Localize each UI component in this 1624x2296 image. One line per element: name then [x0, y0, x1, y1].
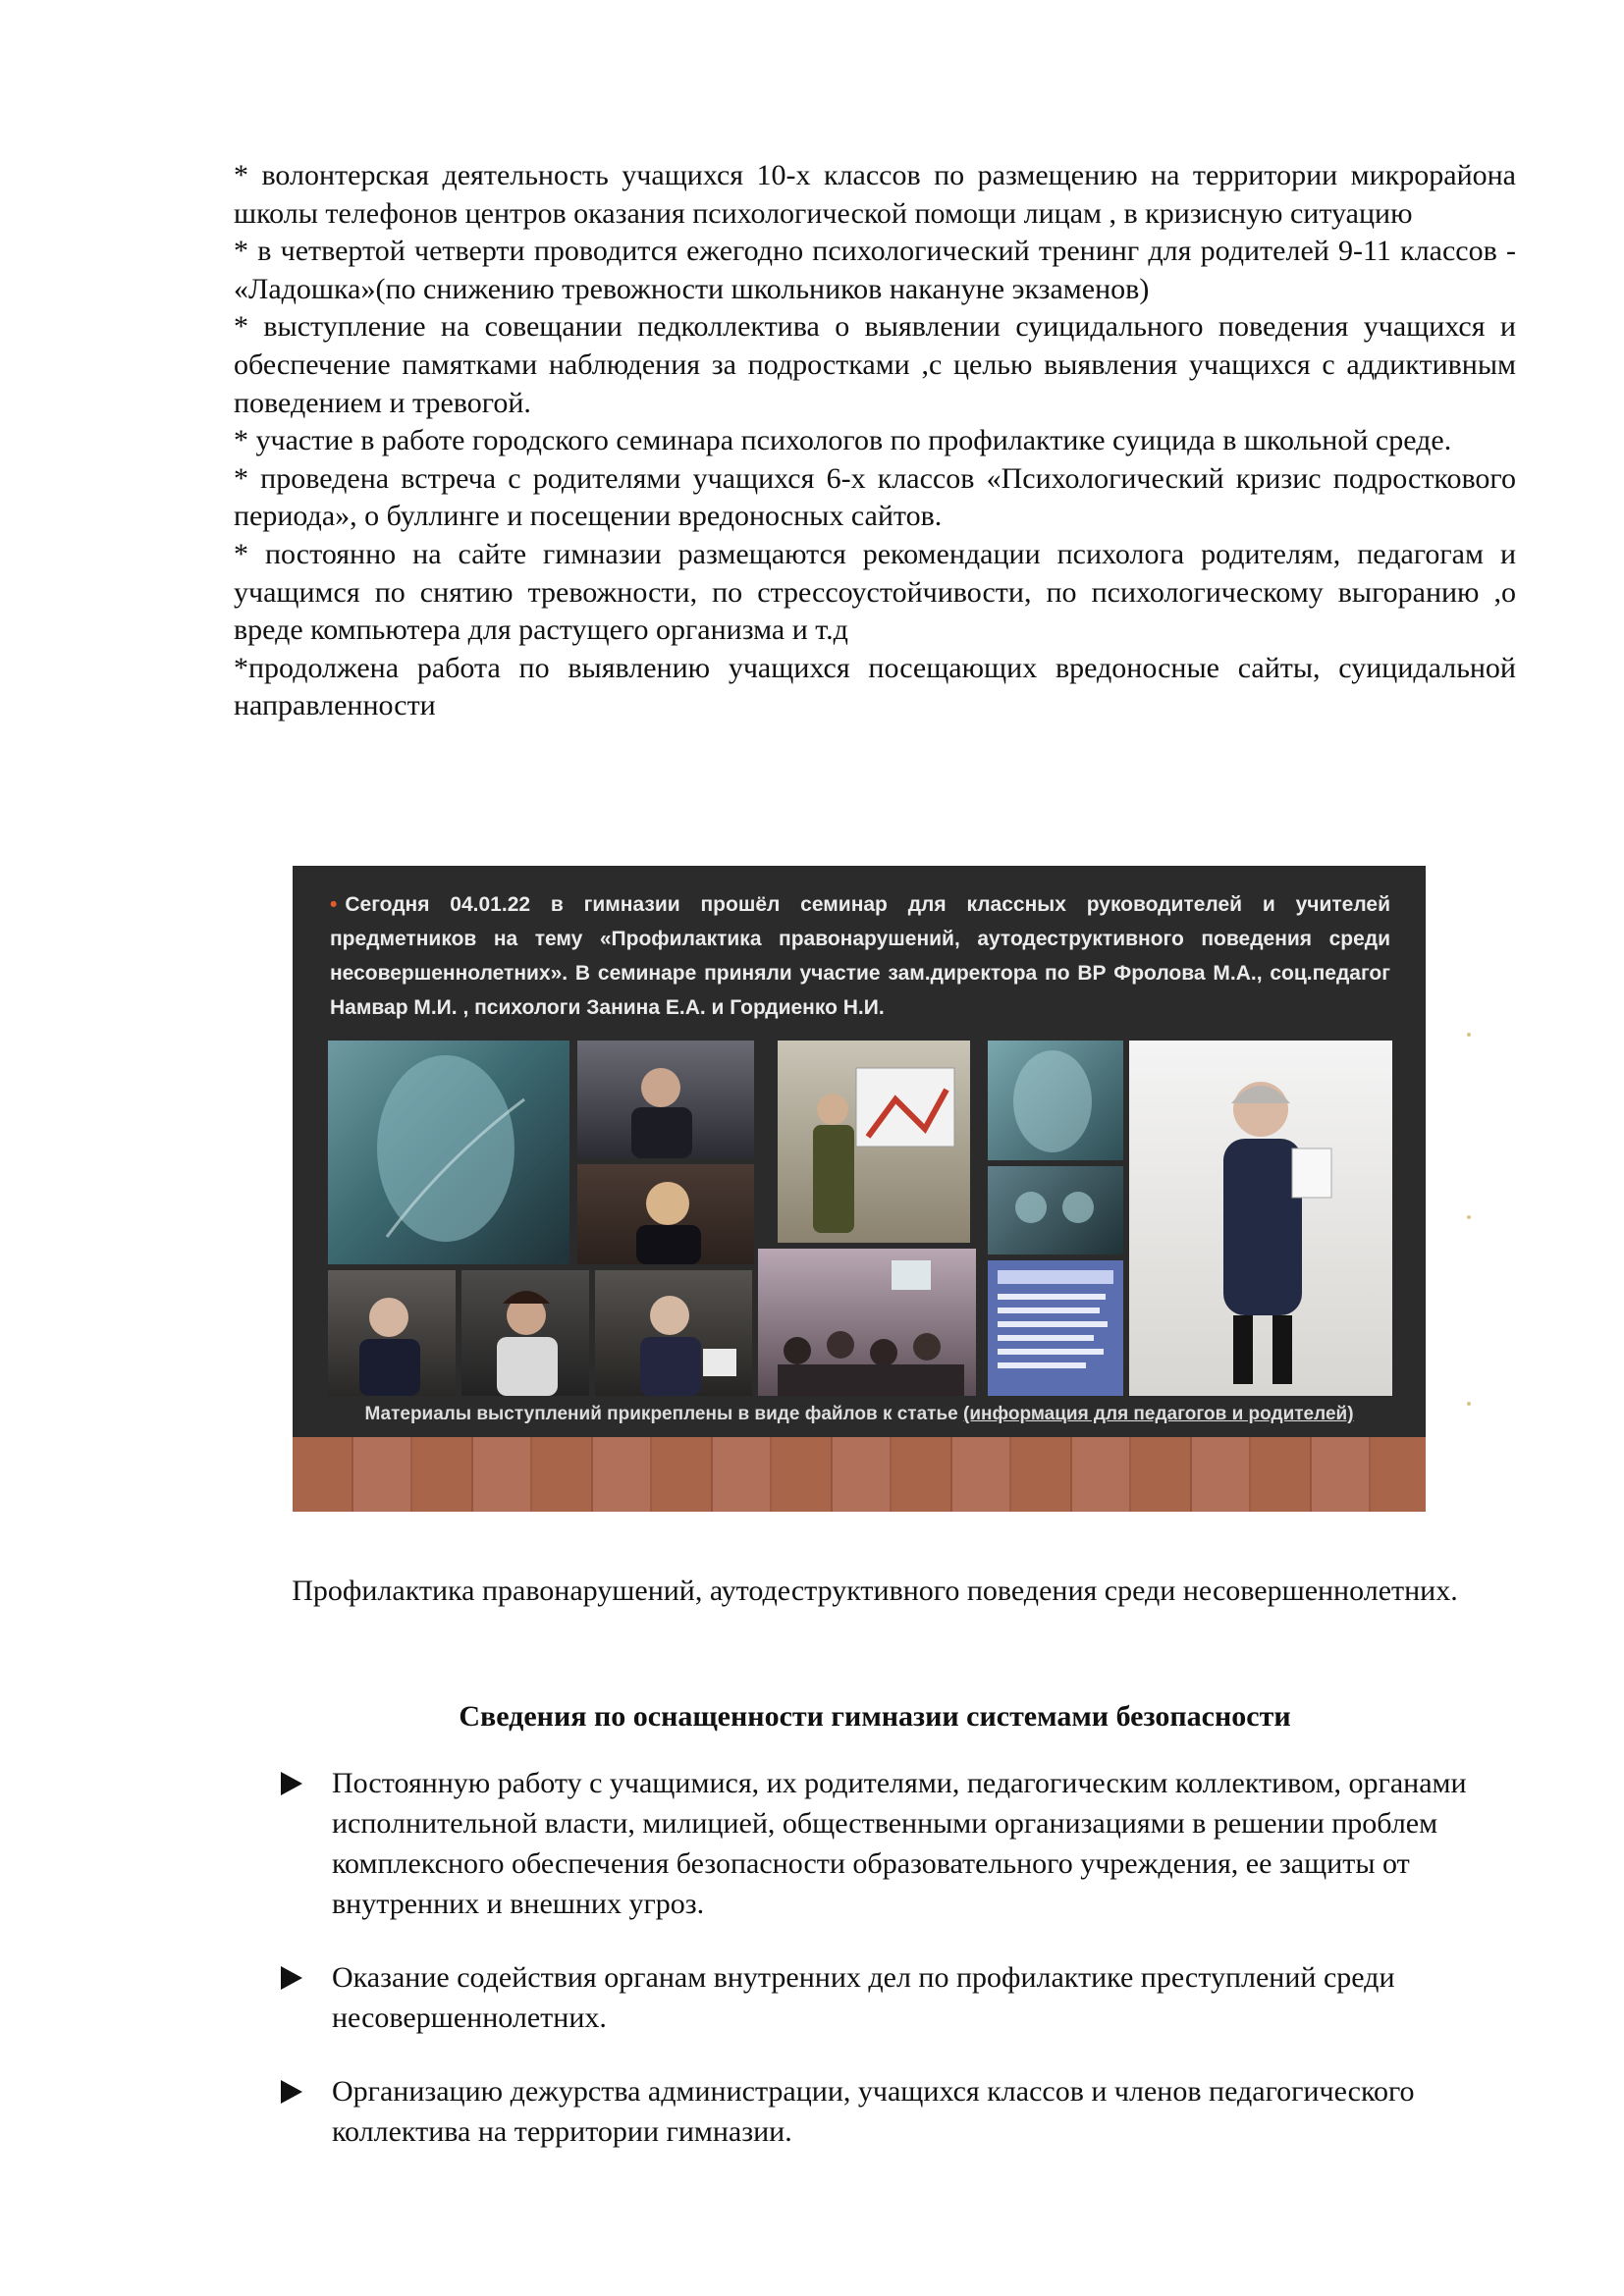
collage-footer-text: Материалы выступлений прикреплены в виде файлов к статье	[364, 1404, 958, 1424]
paragraph: * участие в работе городского семинара психологов по профилактике суицида в школьной среде.	[234, 424, 1452, 457]
figure-caption: Профилактика правонарушений, аутодеструктивного поведения среди несовершеннолетних.	[292, 1575, 1458, 1607]
paragraph: * в четвертой четверти проводится ежегодно психологический тренинг для родителей 9-11 классов - «Ладошка»(по снижению тревожности школьников накануне экзаменов)	[234, 235, 1516, 305]
photo-slide-text	[988, 1260, 1123, 1396]
collage-footer-link[interactable]: (информация для педагогов и родителей)	[963, 1404, 1354, 1424]
paragraph: * постоянно на сайте гимназии размещаются рекомендации психолога родителям, педагогам и учащимся по снятию тревожности, по стрессоустойчивости, по психологическому выгоранию ,о вреде компьютера для растущего организма и т.д	[234, 537, 1516, 647]
triangle-bullet-icon	[281, 2080, 302, 2104]
list-item	[281, 2071, 1498, 2152]
face-silhouette-icon	[328, 1041, 569, 1264]
collage-text	[330, 887, 1390, 1025]
list-item-text: Организацию дежурства администрации, учащихся классов и членов педагогического коллектива на территории гимназии.	[332, 2075, 1415, 2148]
paragraph: *продолжена работа по выявлению учащихся посещающих вредоносные сайты, суицидальной направленности	[234, 651, 1516, 722]
triangle-bullet-icon	[281, 1772, 302, 1795]
photo-speaker-woman	[577, 1041, 754, 1158]
paragraph: * выступление на совещании педколлектива о выявлении суицидального поведения учащихся и обеспечение памятками наблюдения за подростками ,с целью выявления учащихся с аддиктивным поведением и тревогой.	[234, 310, 1516, 419]
list-item-text: Постоянную работу с учащимися, их родителями, педагогическим коллективом, органами исполнительной власти, милицией, общественными организациями в решении проблем комплексного обеспечения безопасности образовательного учреждения, ее защиты от внутренних и внешних угроз.	[332, 1767, 1467, 1920]
photo-screen-slide-1	[988, 1041, 1123, 1160]
seminar-collage-image	[293, 866, 1426, 1512]
photo-teacher-2	[461, 1270, 589, 1396]
wooden-floor-decoration	[293, 1437, 1426, 1512]
photo-teacher-1	[328, 1270, 456, 1396]
list-item	[281, 1957, 1498, 2038]
collage-text-body: Сегодня 04.01.22 в гимназии прошёл семинар для классных руководителей и учителей предметников на тему «Профилактика правонарушений, аутодеструктивного поведения среди несовершеннолетних». В семинаре приняли участие зам.директора по ВР Фролова М.А., соц.педагог Намвар М.И. , психологи Занина Е.А. и Гордиенко Н.И.	[330, 893, 1390, 1019]
photo-screen-slide-2	[988, 1166, 1123, 1255]
list-item-text: Оказание содействия органам внутренних дел по профилактике преступлений среди несовершеннолетних.	[332, 1961, 1395, 2034]
triangle-bullet-icon	[281, 1966, 302, 1990]
page-edge-marks	[1465, 1021, 1473, 1531]
activity-list	[234, 157, 1516, 725]
photo-teacher-3	[595, 1270, 752, 1396]
collage-footer	[293, 1404, 1426, 1425]
photo-lecturer-at-board	[778, 1041, 970, 1243]
photo-presentation-slide	[328, 1041, 569, 1264]
photo-speaker-standing	[1129, 1041, 1392, 1396]
photo-speaker-blonde	[577, 1164, 754, 1264]
section-heading: Сведения по оснащенности гимназии системами безопасности	[459, 1700, 1291, 1733]
paragraph: * проведена встреча с родителями учащихся 6-х классов «Психологический кризис подросткового периода», о буллинге и посещении вредоносных сайтов.	[234, 461, 1516, 533]
list-item	[281, 1763, 1498, 1924]
photo-seminar-audience	[758, 1249, 976, 1396]
paragraph: * волонтерская деятельность учащихся 10-х классов по размещению на территории микрорайона школы телефонов центров оказания психологической помощи лицам , в кризисную ситуацию	[234, 159, 1516, 230]
bullet-list	[281, 1763, 1498, 2185]
bullet-dot-icon: •	[330, 893, 338, 916]
